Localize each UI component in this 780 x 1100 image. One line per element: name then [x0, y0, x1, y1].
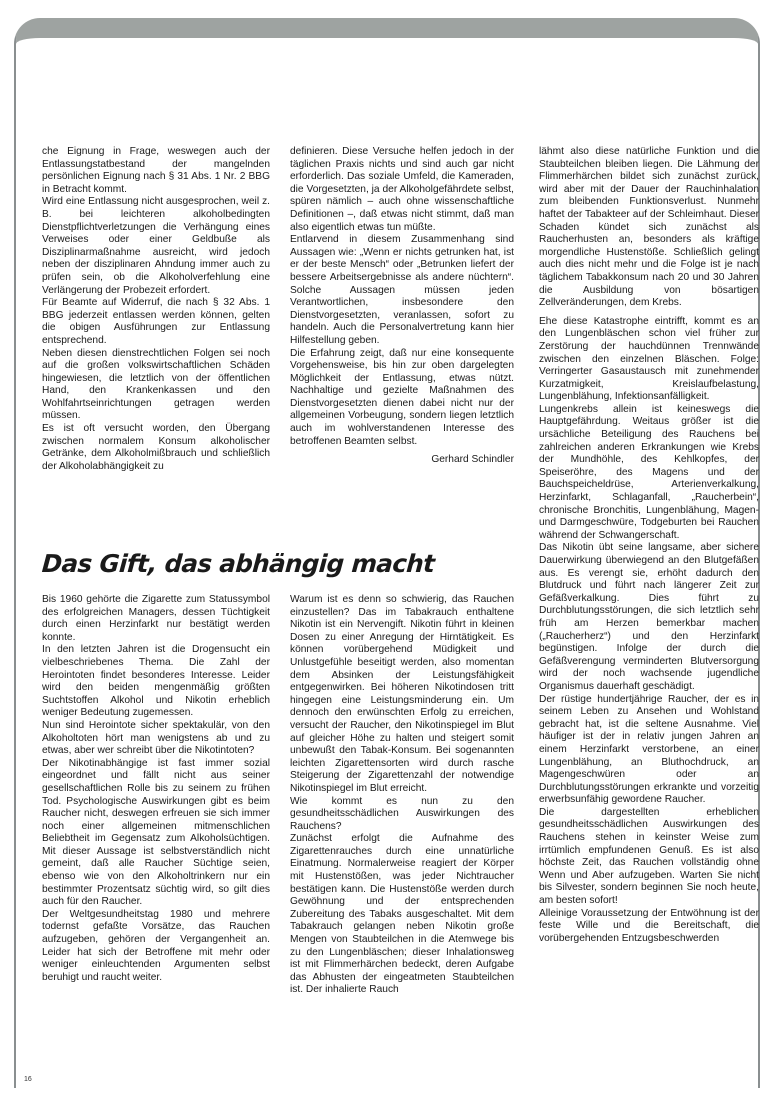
paragraph: Bis 1960 gehörte die Zigarette zum Statussymbol des erfolgreichen Managers, dessen Tüchtigkeit durch einen Herzinfarkt nur bestätigt werden konnte. [42, 594, 270, 643]
article-column-3 [539, 146, 759, 945]
prev-article-column-1 [42, 146, 270, 473]
page-number: 16 [24, 1076, 32, 1083]
paragraph: Neben diesen dienstrechtlichen Folgen sei noch auf die großen volkswirtschaftlichen Schäden hingewiesen, die letztlich von der öffentlichen Hand, den Krankenkassen und den Wohlfahrtseinrichtungen getragen werden müssen. [42, 347, 270, 422]
paragraph: Die dargestellten erheblichen gesundheitsschädlichen Auswirkungen des Rauchens stehen in keinster Weise zum irrtümlich empfundenen Genuß. Es ist also höchste Zeit, das Rauchen vollständig ohne Wenn und Aber aufzugeben. Warten Sie nicht bis Silvester, sondern beginnen Sie noch heute, am besten sofort! [539, 806, 759, 907]
paragraph: Der rüstige hundertjährige Raucher, der es in seinem Leben zu Ansehen und Wohlstand gebracht hat, ist die seltene Ausnahme. Viel häufiger ist der in relativ jungen Jahren an einem Herzinfarkt verstorbene, an einer Lungenblähung, an Bluthochdruck, an Magengeschwüren oder an Durchblutungsstörungen erkrankte und vorzeitig erwerbsunfähig gewordene Raucher. [539, 693, 759, 806]
author-byline: Gerhard Schindler [431, 454, 514, 466]
article-headline: Das Gift, das abhängig macht [40, 549, 436, 578]
paragraph: Lungenkrebs allein ist keineswegs die Hauptgefährdung. Weitaus größer ist die ursächliche Beteiligung des Rauchens bei zahlreichen anderen Erkrankungen wie Krebs der Mundhöhle, des Kehlkopfes, der Speiseröhre, des Magens und der Bauchspeicheldrüse, Arterienverkalkung, Herzinfarkt, Schlaganfall, „Raucherbein“, chronische Bronchitis, Lungenblähung, Magen- und Darmgeschwüre, Todgeburten bei Rauchen während der Schwangerschaft. [539, 403, 759, 541]
paragraph: Wird eine Entlassung nicht ausgesprochen, weil z. B. bei leichteren alkoholbedingten Dienstpflichtverletzungen die Verhängung eines Verweises oder einer Geldbuße als Disziplinarmaßnahme ausreicht, wird jedoch neben der disziplinaren Ahndung immer auch zu prüfen sein, ob die Alkoholverfehlung eine Verlängerung der Probezeit erfordert. [42, 196, 270, 296]
paragraph: Die Erfahrung zeigt, daß nur eine konsequente Vorgehensweise, bis hin zur oben dargelegten Möglichkeit der Entlassung, etwas nützt. Nachhaltige und gezielte Maßnahmen des Dienstvorgesetzten dienen dabei nicht nur der allgemeinen Vorbeugung, sondern liegen letztlich auch im wohlverstandenen Interesse des betroffenen Beamten selbst. [290, 347, 514, 447]
paragraph: Nun sind Herointote sicher spektakulär, von den Alkoholtoten hört man wenigstens ab und zu etwas, aber wer schreibt über die Nikotintoten? [42, 719, 270, 757]
paragraph: Wie kommt es nun zu den gesundheitsschädlichen Auswirkungen des Rauchens? [290, 795, 514, 832]
paragraph: In den letzten Jahren ist die Drogensucht ein vielbeschriebenes Thema. Die Zahl der Herointoten findet besonderes Interesse. Leider wird den beiden mengenmäßig größten Suchtstoffen Alkohol und Nikotin erheblich weniger Bedeutung zugemessen. [42, 644, 270, 719]
paragraph: Zunächst erfolgt die Aufnahme des Zigarettenrauches durch eine unnatürliche Einatmung. Normalerweise reagiert der Körper mit Hustenstößen, was jeder Nichtraucher bestätigen kann. Die Hustenstöße werden durch Gewöhnung und der entsprechenden Zubereitung des Tabaks ausgeschaltet. Mit dem Tabakrauch gelangen neben Nikotin große Mengen von Staubteilchen in die Atemwege bis zu den Lungenbläschen; dieser Inhalationsweg ist mit Flimmerhärchen bedeckt, deren Aufgabe das Abhusten der eingeatmeten Staubteilchen ist. Der inhalierte Rauch [290, 833, 514, 996]
paragraph: Alleinige Voraussetzung der Entwöhnung ist der feste Wille und die Bereitschaft, die vorübergehenden Entzugsbeschwerden [539, 907, 759, 944]
article-column-2 [290, 594, 514, 997]
paragraph: Ehe diese Katastrophe eintrifft, kommt es an den Lungenbläschen schon viel früher zur Zerstörung der hauchdünnen Trennwände zwischen den einzelnen Bläschen. Folge: Verringerter Gasaustausch mit zunehmender Kurzatmigkeit, Kreislaufbelastung, Lungenblähung, Infektionsanfälligkeit. [539, 315, 759, 403]
paragraph: Für Beamte auf Widerruf, die nach § 32 Abs. 1 BBG jederzeit entlassen werden können, gelten die obigen Ausführungen zur Entlassung entsprechend. [42, 297, 270, 346]
prev-article-column-2 [290, 146, 514, 467]
paragraph: definieren. Diese Versuche helfen jedoch in der täglichen Praxis nichts und sind auch gar nicht erforderlich. Das soziale Umfeld, die Kameraden, die Vorgesetzten, ja der Alkoholgefährdete selbst, spüren nämlich – auch ohne wissenschaftliche Definitionen –, daß etwas nicht stimmt, daß man also eigentlich etwas tun müßte. [290, 146, 514, 233]
paragraph: Der Weltgesundheitstag 1980 und mehrere todernst gefaßte Vorsätze, das Rauchen aufzugeben, gehören der Vergangenheit an. Leider hat sich der Betroffene mit mehr oder weniger einleuchtenden Argumenten selbst beruhigt und raucht weiter. [42, 908, 270, 983]
paragraph: Entlarvend in diesem Zusammenhang sind Aussagen wie: „Wenn er nichts getrunken hat, ist er der beste Mensch“ oder „Betrunken liefert der bessere Arbeitsergebnisse als andere nüchtern“. Solche Aussagen müssen jeden Verantwortlichen, insbesondere den Dienstvorgesetzten, veranlassen, sofort zu handeln. Auch die Personalvertretung kann hier Hilfestellung geben. [290, 234, 514, 346]
paragraph: Es ist oft versucht worden, den Übergang zwischen normalem Konsum alkoholischer Getränke, dem Alkoholmißbrauch und schließlich der Alkoholabhängigkeit zu [42, 423, 270, 472]
paragraph: lähmt also diese natürliche Funktion und die Staubteilchen bleiben liegen. Die Lähmung der Flimmerhärchen bildet sich zunächst zurück, wird aber mit der Dauer der Rauchinhalation zum bleibenden Funktionsverlust. Nunmehr haftet der Tabakteer auf der Schleimhaut. Dieser Schaden kündet sich zunächst als Raucherhusten an, besonders als kräftige morgendliche Hustenstöße. Schließlich gelingt auch dies nicht mehr und die Folge ist je nach täglichem Tabakkonsum nach 20 und 30 Jahren die Ausbildung von bösartigen Zellveränderungen, dem Krebs. [539, 146, 759, 309]
paragraph: che Eignung in Frage, weswegen auch der Entlassungstatbestand der mangelnden persönlichen Eignung nach § 31 Abs. 1 Nr. 2 BBG in Betracht kommt. [42, 146, 270, 195]
article-column-1 [42, 594, 270, 984]
paragraph: Der Nikotinabhängige ist fast immer sozial eingeordnet und fällt nicht aus seiner gesellschaftlichen Rolle bis zu seinem zu frühen Tod. Psychologische Auswirkungen gibt es beim Raucher nicht, deswegen erfreuen sie sich immer noch einer allgemeinen mitmenschlichen Beliebtheit im Gegensatz zum Alkoholsüchtigen. Mit dieser Aussage ist selbstverständlich nicht gemeint, daß alle Raucher Süchtige seien, ebenso wie von den Alkoholtrinkern nur ein bestimmter Prozentsatz süchtig wird, so gilt dies auch für den Raucher. [42, 757, 270, 908]
paragraph: Warum ist es denn so schwierig, das Rauchen einzustellen? Das im Tabakrauch enthaltene Nikotin ist ein Nervengift. Nikotin führt in kleinen Dosen zu einer Anregung der Hirntätigkeit. Es können vorübergehend Müdigkeit und Unlustgefühle beseitigt werden, also momentan dem Absinken der Leistungsfähigkeit entgegenwirken. Bei höheren Nikotindosen tritt hingegen eine Leistungsminderung ein. Um dennoch den erwünschten Erfolg zu erreichen, versucht der Raucher, den Nikotinspiegel im Blut auf gleicher Höhe zu halten und steigert somit unbewußt den Tabak-Konsum. Bei sogenannten leichten Zigarettensorten wird durch rasche Steigerung der Zigarettenzahl der notwendige Nikotinspiegel im Blut erreicht. [290, 594, 514, 794]
paragraph: Das Nikotin übt seine langsame, aber sichere Dauerwirkung überwiegend an den Blutgefäßen aus. Es verengt sie, erhöht dadurch den Blutdruck und führt nach längerer Zeit zur Gefäßverkalkung. Dies führt zu Durchblutungsstörungen, die sich letztlich sehr früh am Herzen bemerkbar machen („Raucherherz“) und den Herzinfarkt begünstigen. Infolge der durch die Gefäßverengung verminderten Blutversorgung wird der noch wachsende jugendliche Organismus dauerhaft geschädigt. [539, 542, 759, 692]
